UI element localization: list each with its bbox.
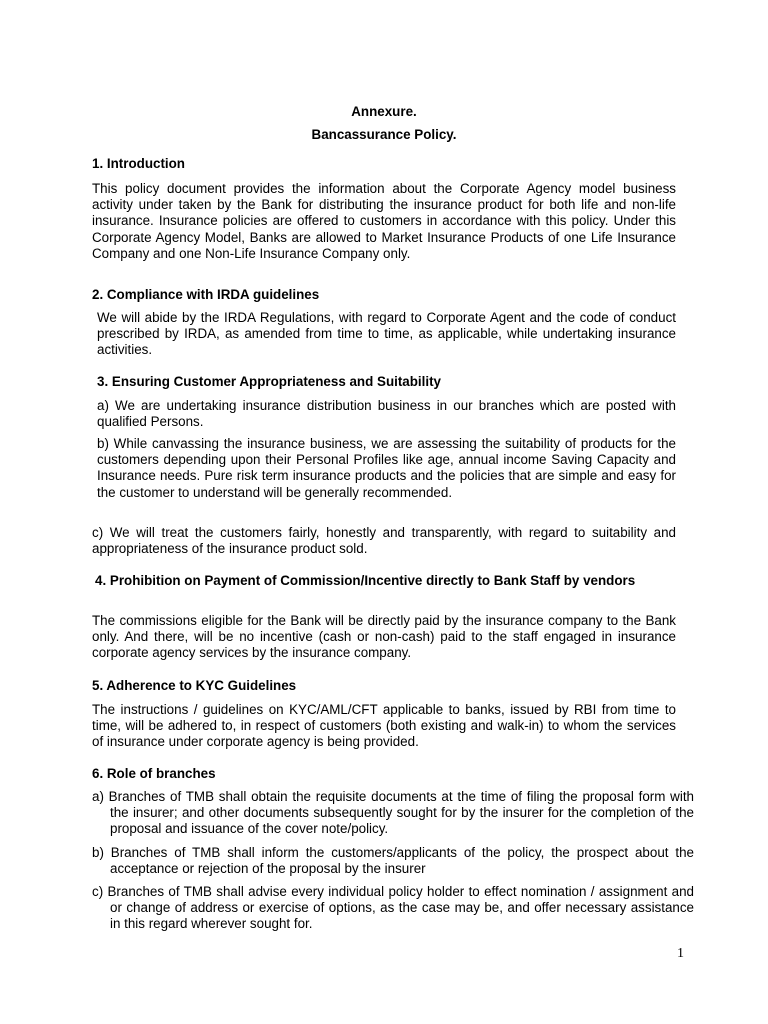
- section-1-heading: 1. Introduction: [92, 156, 185, 171]
- section-3-heading: 3. Ensuring Customer Appropriateness and Suitability: [97, 374, 441, 389]
- section-5-body: The instructions / guidelines on KYC/AML/CFT applicable to banks, issued by RBI from time to time, will be adhered to, in respect of customers (both existing and walk-in) to whom the services of insurance under corporate agency is being provided.: [92, 702, 676, 750]
- section-3-item-a: a) We are undertaking insurance distribution business in our branches which are posted with qualified Persons.: [97, 398, 676, 430]
- section-2-heading: 2. Compliance with IRDA guidelines: [92, 287, 320, 302]
- document-subtitle: Bancassurance Policy.: [311, 127, 457, 142]
- section-5-heading: 5. Adherence to KYC Guidelines: [92, 678, 297, 693]
- section-6-item-c: c) Branches of TMB shall advise every individual policy holder to effect nomination / assignment and or change of address or exercise of options, as the case may be, and offer necessary assistance in this regard wherever sought for.: [92, 884, 694, 932]
- section-6-item-a: a) Branches of TMB shall obtain the requisite documents at the time of filing the proposal form with the insurer; and other documents subsequently sought for by the insurer for the completion of the proposal and issuance of the cover note/policy.: [92, 789, 694, 837]
- page-number: 1: [677, 946, 684, 961]
- section-2-body: We will abide by the IRDA Regulations, with regard to Corporate Agent and the code of conduct prescribed by IRDA, as amended from time to time, as applicable, while undertaking insurance activities.: [97, 310, 676, 358]
- section-4-heading: 4. Prohibition on Payment of Commission/Incentive directly to Bank Staff by vendors: [95, 573, 636, 588]
- section-4-body: The commissions eligible for the Bank will be directly paid by the insurance company to the Bank only. And there, will be no incentive (cash or non-cash) paid to the staff engaged in insurance corporate agency services by the insurance company.: [92, 613, 676, 661]
- document-title: Annexure.: [351, 104, 417, 119]
- section-6-item-b: b) Branches of TMB shall inform the customers/applicants of the policy, the prospect about the acceptance or rejection of the proposal by the insurer: [92, 845, 694, 877]
- section-3-item-c: c) We will treat the customers fairly, honestly and transparently, with regard to suitability and appropriateness of the insurance product sold.: [92, 525, 676, 557]
- section-1-body: This policy document provides the information about the Corporate Agency model business activity under taken by the Bank for distributing the insurance product for both life and non-life insurance. Insurance policies are offered to customers in accordance with this policy. Under this Corporate Agency Model, Banks are allowed to Market Insurance Products of one Life Insurance Company and one Non-Life Insurance Company only.: [92, 181, 676, 261]
- section-3-item-b: b) While canvassing the insurance business, we are assessing the suitability of products for the customers depending upon their Personal Profiles like age, annual income Saving Capacity and Insurance needs. Pure risk term insurance products and the policies that are simple and easy for the customer to understand will be generally recommended.: [97, 436, 676, 500]
- section-6-heading: 6. Role of branches: [92, 766, 216, 781]
